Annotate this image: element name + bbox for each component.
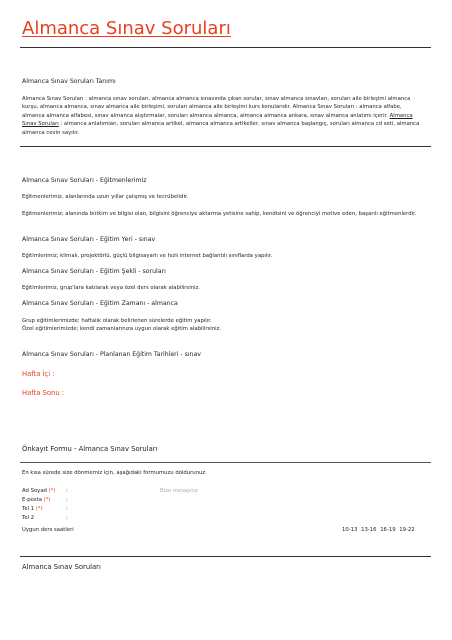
intro-heading: Almanca Sınav Soruları Tanımı: [22, 78, 116, 85]
section-text-time-1: Grup eğitimlerimizde; haftalık olarak belirlenen sürelerde eğitim yapılır.: [22, 318, 212, 324]
hours-label: Uygun ders saatleri: [22, 527, 74, 533]
page-title[interactable]: Almanca Sınav Soruları: [22, 18, 231, 39]
weekend-label: Hafta Sonu :: [22, 389, 65, 397]
section-heading-time: Almanca Sınav Soruları - Eğitim Zamanı - almanca: [22, 300, 178, 307]
intro-text-1: Almanca Sınav Soruları : almanca sınav soruları, almanca almanca sınavında çıkan sorular, sınav almanca sınavları, soruları aile birleşimi almanca kurşu, almanca almanca, sınav almanca aile birleşimi, soruları almanca aile birleşimi kurs konularıdır. Almanca Sınav Soruları : almanca alfabe, almanca almanca alfabesi, sınav almanca alıştırmalar, soruları almanca almanca, almanca almanca ankara, sınav almanca anlatımı içerir.: [22, 96, 411, 119]
field-tel2[interactable]: [22, 515, 34, 521]
intro-paragraph: [22, 95, 426, 137]
section-text-time-2: Özel eğitimlerimizde; kendi zamanlarınıza uygun olarak eğitim alabilirsiniz.: [22, 326, 222, 332]
field-tel1[interactable]: [22, 506, 43, 512]
section-heading-instructors: Almanca Sınav Soruları - Eğitmenlerimiz: [22, 177, 147, 184]
intro-link[interactable]: Almanca Sınav Soruları: [22, 112, 413, 128]
message-textarea[interactable]: Bize mesajınız: [160, 488, 198, 494]
field-name[interactable]: [22, 488, 55, 494]
section-text-location: Eğitimlerimiz; klimalı, projektörlü, güçlü bilgisayarlı ve hızlı internet bağlantılı sınıflarda yapılır.: [22, 253, 273, 259]
section-heading-location: Almanca Sınav Soruları - Eğitim Yeri - sınav: [22, 236, 156, 243]
field-tel1-sep: :: [66, 506, 68, 512]
field-email[interactable]: [22, 497, 50, 503]
hour-option[interactable]: 13-16: [361, 527, 377, 533]
weekday-label: Hafta İçi :: [22, 370, 55, 378]
required-marker: (*): [48, 488, 56, 494]
field-tel2-label: Tel 2: [22, 515, 35, 521]
field-tel1-label: Tel 1: [22, 506, 35, 512]
section-text-instructors-1: Eğitmenlerimiz, alanlarında uzun yıllar çalışmış ve tecrübelidir.: [22, 194, 189, 200]
section-text-instructors-2: Eğitmenlerimiz; alanında birikim ve bilgisi olan, bilgisini öğrenciye aktarma yetisine sahip, kendisini ve öğrenciyi motive eden, başarılı eğitmenlerdir.: [22, 211, 417, 217]
form-divider: [20, 462, 431, 463]
field-name-label: Ad Soyad: [22, 488, 47, 494]
section-heading-format: Almanca Sınav Soruları - Eğitim Şekli - soruları: [22, 268, 166, 275]
hour-option[interactable]: 10-13: [342, 527, 358, 533]
field-email-sep: :: [66, 497, 68, 503]
title-divider: [20, 47, 431, 48]
field-name-sep: :: [66, 488, 68, 494]
hour-option[interactable]: 16-19: [380, 527, 396, 533]
hours-options: [342, 527, 415, 533]
field-tel2-sep: :: [66, 515, 68, 521]
intro-text-2: : almanca anlatımları, soruları almanca artikel, almanca almanca artikeller, sınav almanca başlangıç, soruları almanca cd seti, almanca almanca cevin sayılır.: [22, 121, 420, 136]
required-marker: (*): [43, 497, 51, 503]
required-marker: (*): [35, 506, 43, 512]
section-text-format: Eğitimlerimiz, grup'lara katılarak veya özel ders olarak alabilirsiniz.: [22, 285, 200, 291]
intro-divider: [20, 146, 431, 147]
field-email-label: E-posta: [22, 497, 42, 503]
form-bottom-divider: [20, 556, 431, 557]
hour-option[interactable]: 19-22: [399, 527, 415, 533]
form-heading: Önkayıt Formu - Almanca Sınav Soruları: [22, 445, 158, 453]
form-intro: En kısa sürede size dönmemiz için, aşağıdaki formumuzu doldurunuz.: [22, 470, 207, 476]
schedule-heading: Almanca Sınav Soruları - Planlanan Eğitim Tarihleri - sınav: [22, 351, 201, 358]
footer-heading: Almanca Sınav Soruları: [22, 563, 101, 571]
